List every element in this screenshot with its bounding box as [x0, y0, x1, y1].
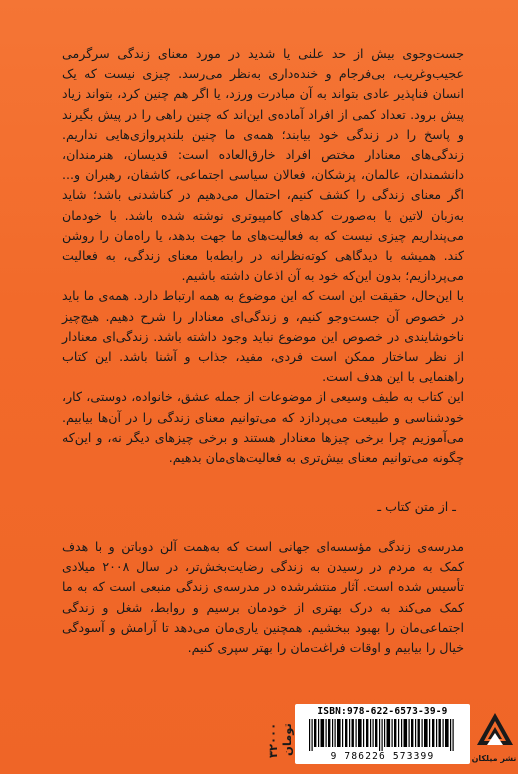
excerpt-paragraph-3: این کتاب به طیف وسیعی از موضوعات از جمله عشق، خانواده، دوستی، کار، خودشناسی و طبیعت می‌پردازد که می‌توانیم معنای زندگی را در آن‌ها بیابیم. می‌آموزیم چرا برخی چیزها معنادار هستند و برخی چیزهای دیگر نه، و این‌که چگونه می‌توانیم معنای بیش‌تری به فعالیت‌های‌مان بدهیم. — [62, 389, 464, 466]
isbn-barcode — [295, 704, 470, 764]
about-paragraph: مدرسه‌ی زندگی مؤسسه‌ای جهانی است که به‌همت آلن دوباتن و با هدف کمک به مردم در رسیدن به زندگی رضایت‌بخش‌تر، در سال ۲۰۰۸ میلادی تأسیس شده است. آثار منتشرشده در مدرسه‌ی زندگی منبعی است که به ما کمک می‌کند به درک بهتری از خودمان برسیم و روابط، شغل و زندگی اجتماعی‌مان را بهبود ببخشیم. همچنین یاری‌مان می‌دهد تا آرامش و آسودگی خیال را بیابیم و اوقات فراغت‌مان را بهتر سپری کنیم. — [62, 539, 464, 656]
publisher-name: نشر میلکان — [471, 754, 517, 763]
isbn-number: ISBN:978-622-6573-39-9 — [317, 706, 448, 717]
excerpt-paragraph-1: جست‌وجوی بیش از حد علنی یا شدید در مورد معنای زندگی سرگرمی عجیب‌وغریب، بی‌فرجام و خنده‌داری به‌نظر می‌رسد. چیزی نیست که یک انسان فناپذیر عادی بتواند به آن مبادرت ورزد، یا اگر هم چنین کرد، بتواند زیاد پیش برود. تعداد کمی از افراد آماده‌ی این‌اند که چنین راهی را در پیش بگیرند و پاسخ را در زندگی خود بیابند؛ همه‌ی ما چنین بلندپروازی‌هایی نداریم. زندگی‌های معنادار مختص افراد خارق‌العاده است: قدیسان، هنرمندان، دانشمندان، عالمان، پزشکان، فعالان سیاسی اجتماعی، کاشفان، رهبران و... اگر معنای زندگی را کشف کنیم، احتمال می‌دهیم در کنا‌شدنی باشد؛ شاید به‌زبان لاتین یا به‌صورت کدهای کامپیوتری نوشته شده باشد. با خودمان می‌پنداریم چیزی نیست که به فعالیت‌های ما جهت بدهد، یا راه‌مان را روشن کند. همیشه با دیدگاهی کوته‌نظرانه در رابطه‌با معنای زندگی، به فعالیت می‌پردازیم؛ بدون این‌که خود به آن اذعان داشته باشیم. — [62, 46, 464, 284]
price-label: ۳۲۰۰۰ تومان — [266, 722, 294, 758]
barcode-digits: 9 786226 573399 — [330, 751, 435, 762]
excerpt-source-note: ـ از متن کتاب ـ — [377, 499, 456, 514]
about-school-of-life — [62, 537, 464, 658]
barcode-icon — [305, 719, 460, 751]
book-excerpt — [62, 44, 464, 468]
excerpt-paragraph-2: با این‌حال، حقیقت این است که این موضوع به همه ارتباط دارد. همه‌ی ما باید در خصوص آن جست‌وجو کنیم، و زندگی‌ای معنادار را شرح دهیم. هیچ‌چیز ناخوشایندی در خصوص این موضوع نباید وجود داشته باشد. زندگی‌ای معنادار از نظر ساختار ممکن است فردی، مفید، جذاب و آشنا باشد. این کتاب راهنمایی با این هدف است. — [62, 288, 464, 385]
